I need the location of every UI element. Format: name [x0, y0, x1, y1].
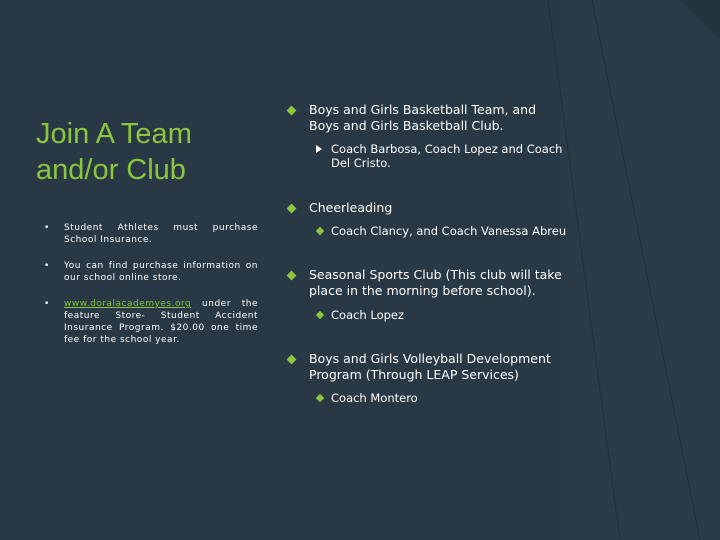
cheerleading-item: Cheerleading — [309, 200, 393, 215]
list-item-text: Student Athletes must purchase School Insurance. — [64, 223, 258, 245]
list-item — [44, 260, 258, 284]
store-link[interactable]: www.doralacademyes.org — [64, 299, 192, 309]
bullet-icon: • — [44, 299, 50, 309]
bullet-icon: • — [44, 261, 50, 271]
bullet-icon: • — [44, 223, 50, 233]
arrow-bullet-icon — [316, 145, 322, 153]
seasonal-sports-item: Seasonal Sports Club (This club will take place in the morning before school). — [309, 267, 562, 298]
volleyball-coach: Coach Montero — [331, 391, 418, 405]
page-title: Join A Team and/or Club — [36, 118, 192, 186]
basketball-item: Boys and Girls Basketball Team, and Boys and Girls Basketball Club. — [309, 102, 537, 133]
list-item-text: You can find purchase information on our school online store. — [64, 261, 258, 283]
volleyball-item: Boys and Girls Volleyball Development Program (Through LEAP Services) — [309, 351, 551, 382]
insurance-info-list — [44, 222, 258, 346]
basketball-coaches: Coach Barbosa, Coach Lopez and Coach Del Cristo. — [331, 142, 563, 170]
seasonal-sports-coach: Coach Lopez — [331, 308, 405, 322]
list-item — [44, 298, 258, 346]
list-item-text: under the feature Store- Student Accident Insurance Program. $20.00 one time fee for the school year. — [64, 299, 258, 345]
cheerleading-coaches: Coach Clancy, and Coach Vanessa Abreu — [331, 224, 567, 238]
list-item — [44, 222, 258, 246]
